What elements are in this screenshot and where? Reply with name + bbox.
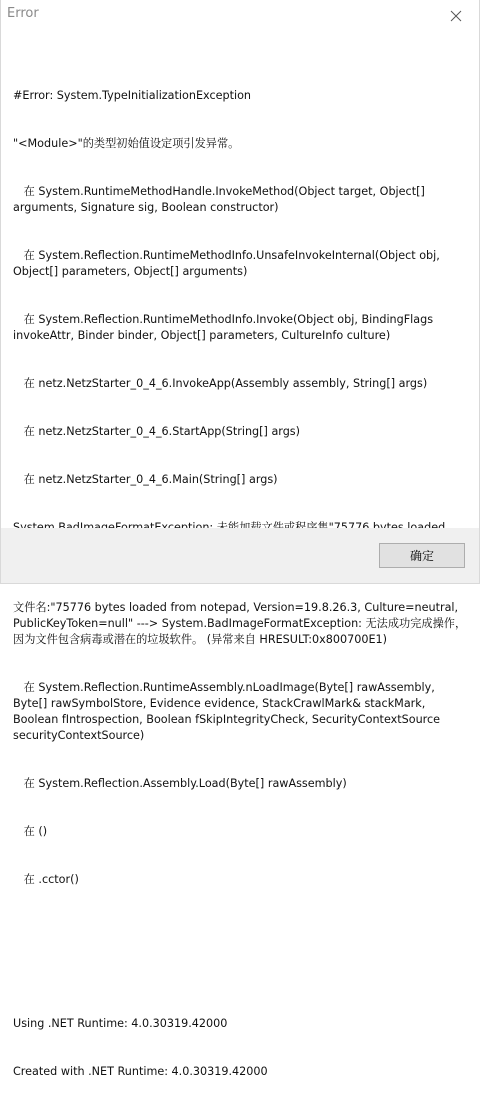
message-line: 文件名:"75776 bytes loaded from notepad, Version=19.8.26.3, Culture=neutral, PublicKeyToken=null" ---> System.BadImageFormatException: 无法成功完成操作，因为文件包含病毒或潜在的垃圾软件。 (异常来自 HRESULT:0x800700E1) (13, 601, 467, 646)
close-button[interactable] (433, 0, 479, 31)
message-line: 在 netz.NetzStarter_0_4_6.InvokeApp(Assembly assembly, String[] args) (13, 377, 428, 390)
window-title: Error (7, 6, 39, 21)
title-bar (1, 0, 479, 31)
message-line: 在 .cctor() (13, 873, 79, 886)
message-line: Created with .NET Runtime: 4.0.30319.42000 (13, 1065, 268, 1078)
message-line: "<Module>"的类型初始值设定项引发异常。 (13, 137, 240, 150)
message-line: 在 System.Reflection.Assembly.Load(Byte[] rawAssembly) (13, 777, 347, 790)
message-line: 在 netz.NetzStarter_0_4_6.Main(String[] args) (13, 473, 278, 486)
message-line: 在 System.Reflection.RuntimeAssembly.nLoadImage(Byte[] rawAssembly, Byte[] rawSymbolStore, Evidence evidence, StackCrawlMark& stackMark, Boolean fIntrospection, Boolean fSkipIntegrityCheck, SecurityContextSource securityContextSource) (13, 681, 444, 742)
dialog-footer (1, 528, 479, 583)
error-message (13, 56, 467, 1112)
message-line: 在 System.RuntimeMethodHandle.InvokeMethod(Object target, Object[] arguments, Signature sig, Boolean constructor) (13, 185, 429, 214)
message-line (13, 920, 467, 936)
message-line: 在 System.Reflection.RuntimeMethodInfo.UnsafeInvokeInternal(Object obj, Object[] parameters, Object[] arguments) (13, 249, 444, 278)
message-line: 在 netz.NetzStarter_0_4_6.StartApp(String[] args) (13, 425, 300, 438)
message-line (13, 968, 467, 984)
message-line: Using .NET Runtime: 4.0.30319.42000 (13, 1017, 228, 1030)
close-icon (450, 10, 462, 22)
message-line: #Error: System.TypeInitializationException (13, 89, 252, 102)
message-line: 在 () (13, 825, 48, 838)
ok-button[interactable]: 确定 (379, 543, 465, 568)
message-line: 在 System.Reflection.RuntimeMethodInfo.Invoke(Object obj, BindingFlags invokeAttr, Binder binder, Object[] parameters, CultureInfo culture) (13, 313, 437, 342)
